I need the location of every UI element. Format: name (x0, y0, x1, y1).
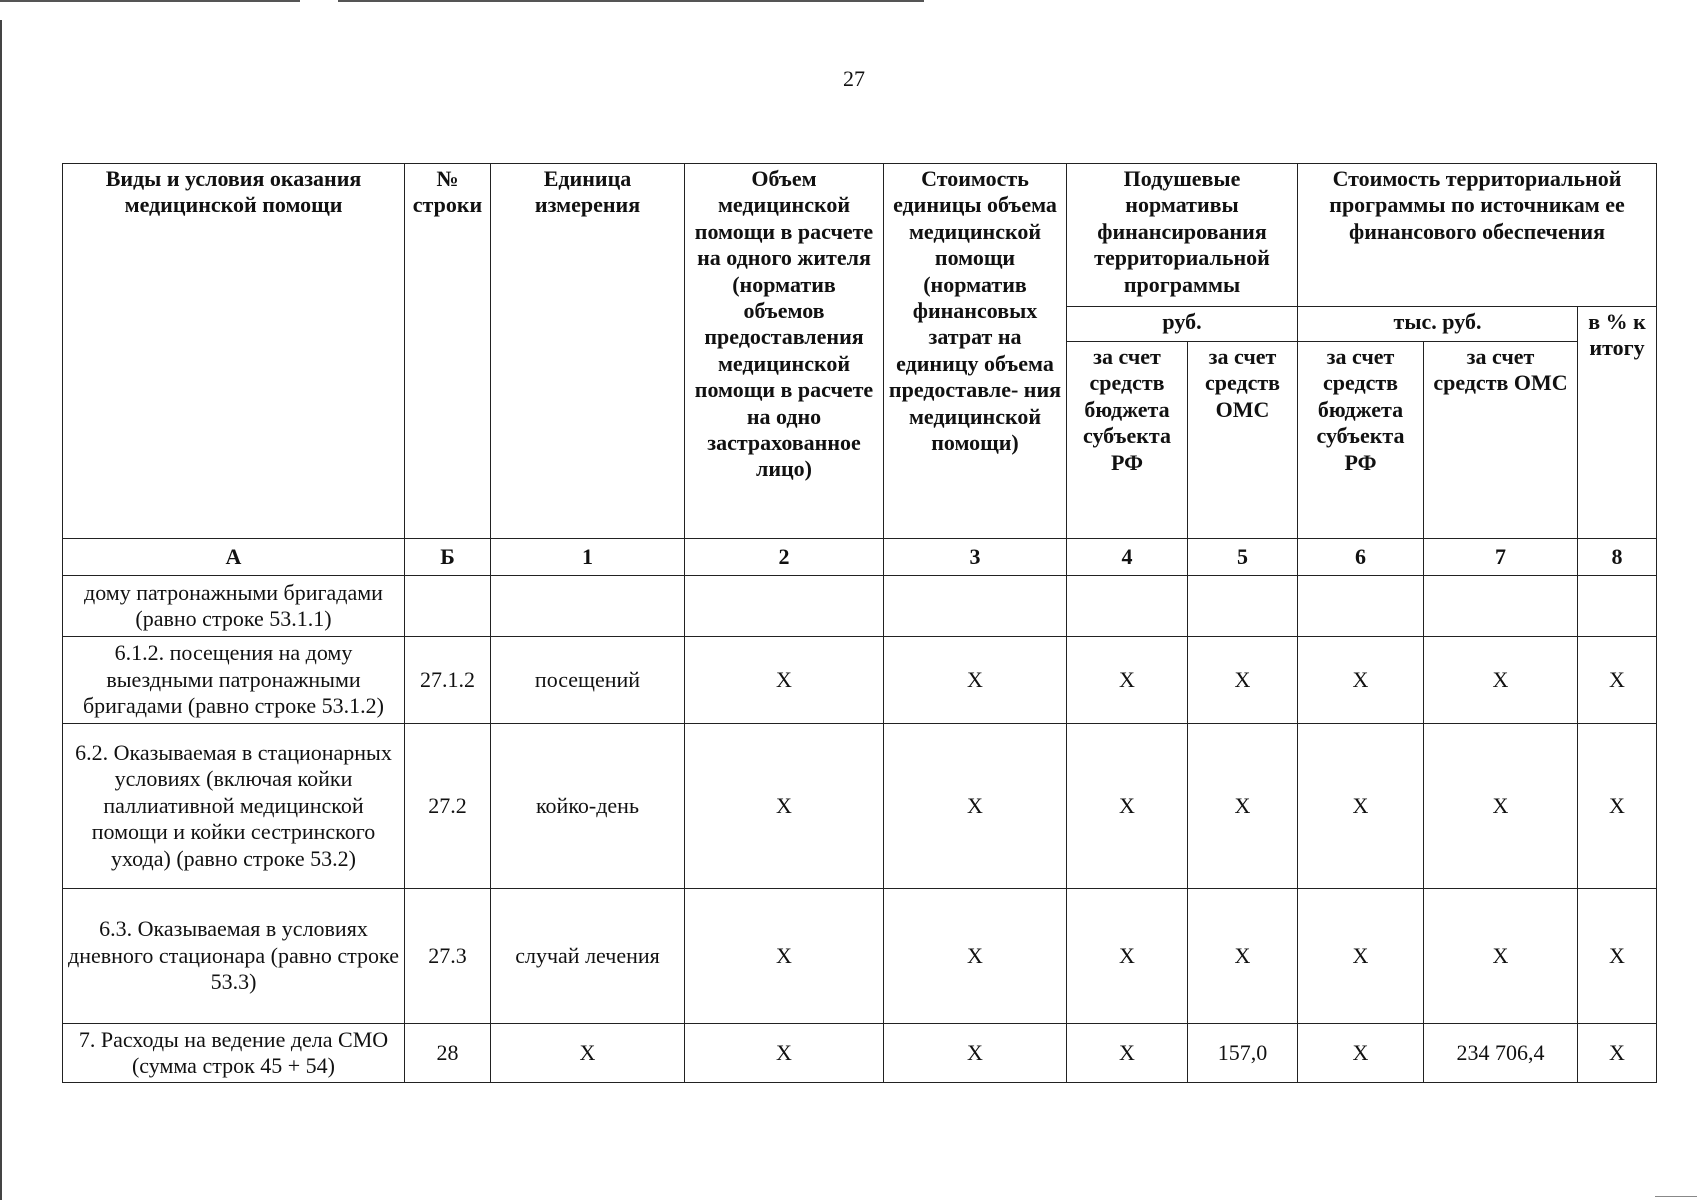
financing-table (62, 163, 1657, 1083)
index-cell: 6 (1298, 539, 1424, 576)
table-cell (1188, 576, 1298, 637)
index-row (63, 539, 1657, 576)
header-unit: Единица измерения (491, 164, 685, 539)
table-cell: X (1578, 1024, 1657, 1083)
header-program-cost: Стоимость территориальной программы по источникам ее финансового обеспечения (1298, 164, 1657, 307)
page-number: 27 (843, 66, 865, 91)
index-cell: 7 (1424, 539, 1578, 576)
header-row (63, 164, 1657, 307)
table-cell: X (1067, 724, 1188, 889)
header-oms-thous: за счет средств ОМС (1424, 342, 1578, 539)
table-cell: X (1067, 1024, 1188, 1083)
table-cell: 157,0 (1188, 1024, 1298, 1083)
table-row (63, 1024, 1657, 1083)
table-cell: X (685, 724, 884, 889)
index-cell: 3 (884, 539, 1067, 576)
row-label: дому патронажными бригадами (равно строке 53.1.1) (63, 576, 405, 637)
table-cell (1298, 576, 1424, 637)
table-cell: X (1298, 1024, 1424, 1083)
table-cell: X (884, 724, 1067, 889)
header-volume: Объем медицинской помощи в расчете на одного жителя (норматив объемов предоставления медицинской помощи в расчете на одно застрахованное лицо) (685, 164, 884, 539)
table-cell: посещений (491, 637, 685, 724)
header-rub: руб. (1067, 307, 1298, 342)
table-cell: X (1298, 637, 1424, 724)
header-care-type: Виды и условия оказания медицинской помощи (63, 164, 405, 539)
scan-edge-top (0, 0, 300, 2)
table-cell: X (1188, 724, 1298, 889)
index-cell: 1 (491, 539, 685, 576)
table-cell (1067, 576, 1188, 637)
table-cell: X (685, 889, 884, 1024)
table-cell (491, 576, 685, 637)
row-label: 6.2. Оказываемая в стационарных условиях (включая койки паллиативной медицинской помощи и койки сестринского ухода) (равно строке 53.2) (63, 724, 405, 889)
table-row (63, 576, 1657, 637)
header-budget: за счет средств бюджета субъекта РФ (1067, 342, 1188, 539)
table-cell: 27.1.2 (405, 637, 491, 724)
scan-edge-left (0, 20, 2, 1200)
row-label: 6.3. Оказываемая в условиях дневного стационара (равно строке 53.3) (63, 889, 405, 1024)
table-row (63, 637, 1657, 724)
index-cell: 8 (1578, 539, 1657, 576)
table-cell: случай лечения (491, 889, 685, 1024)
table-cell (685, 576, 884, 637)
index-cell: А (63, 539, 405, 576)
index-cell: 2 (685, 539, 884, 576)
table-cell: X (1578, 889, 1657, 1024)
header-thous-rub: тыс. руб. (1298, 307, 1578, 342)
table-cell: X (685, 637, 884, 724)
table-cell (1424, 576, 1578, 637)
header-oms: за счет средств ОМС (1188, 342, 1298, 539)
table-cell: X (1188, 637, 1298, 724)
table-cell: X (1188, 889, 1298, 1024)
table-cell: X (1424, 724, 1578, 889)
header-per-capita: Подушевые нормативы финансирования территориальной программы (1067, 164, 1298, 307)
table-cell: X (1067, 637, 1188, 724)
row-label: 7. Расходы на ведение дела СМО (сумма строк 45 + 54) (63, 1024, 405, 1083)
table-cell: 27.2 (405, 724, 491, 889)
table-cell (884, 576, 1067, 637)
table-cell: X (884, 889, 1067, 1024)
table-cell: X (491, 1024, 685, 1083)
header-budget-thous: за счет средств бюджета субъекта РФ (1298, 342, 1424, 539)
table-cell (405, 576, 491, 637)
table-cell: койко-день (491, 724, 685, 889)
table-row (63, 724, 1657, 889)
scan-edge-top (338, 0, 924, 2)
index-cell: 4 (1067, 539, 1188, 576)
table-cell: X (1067, 889, 1188, 1024)
table-cell: X (1298, 889, 1424, 1024)
header-unit-cost: Стоимость единицы объема медицинской помощи (норматив финансовых затрат на единицу объема предоставле- ния медицинской помощи) (884, 164, 1067, 539)
table-cell: X (884, 1024, 1067, 1083)
table-cell: X (1578, 724, 1657, 889)
header-percent: в % к итогу (1578, 307, 1657, 539)
table-cell: X (884, 637, 1067, 724)
table-cell: 28 (405, 1024, 491, 1083)
table-cell: X (685, 1024, 884, 1083)
scan-edge-mark (1655, 1196, 1697, 1197)
table-cell (1578, 576, 1657, 637)
table-cell: 27.3 (405, 889, 491, 1024)
table-cell: X (1298, 724, 1424, 889)
table-cell: X (1578, 637, 1657, 724)
table-cell: 234 706,4 (1424, 1024, 1578, 1083)
index-cell: Б (405, 539, 491, 576)
table-cell: X (1424, 889, 1578, 1024)
row-label: 6.1.2. посещения на дому выездными патронажными бригадами (равно строке 53.1.2) (63, 637, 405, 724)
index-cell: 5 (1188, 539, 1298, 576)
table-cell: X (1424, 637, 1578, 724)
header-row-number: № строки (405, 164, 491, 539)
table-row (63, 889, 1657, 1024)
